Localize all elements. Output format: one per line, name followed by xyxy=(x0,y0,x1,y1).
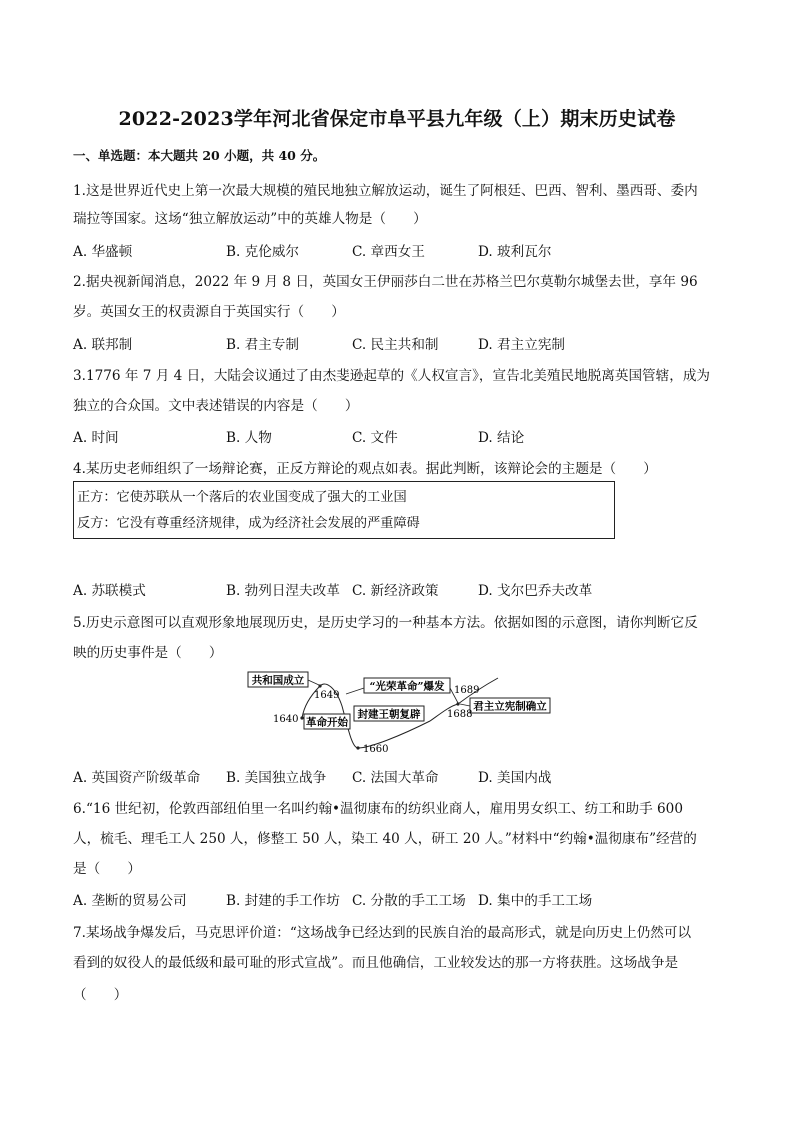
q3-option-a[interactable]: A. 时间 xyxy=(73,430,119,446)
q1-option-a[interactable]: A. 华盛顿 xyxy=(73,244,133,260)
page-title: 2022-2023学年河北省保定市阜平县九年级（上）期末历史试卷 xyxy=(118,108,676,130)
q6-option-b[interactable]: B. 封建的手工作坊 xyxy=(226,893,340,909)
q5-option-d[interactable]: D. 美国内战 xyxy=(478,770,552,786)
debate-table xyxy=(73,481,615,539)
q3-options xyxy=(73,426,524,446)
q1-line-2: 瑞拉等国家。这场“独立解放运动”中的英雄人物是（ ） xyxy=(73,211,427,227)
q2-line-1: 2.据央视新闻消息，2022 年 9 月 8 日，英国女王伊丽莎白二世在苏格兰巴尔莫勒尔城堡去世，享年 96 xyxy=(73,274,698,290)
section-heading: 一、单选题：本大题共 20 小题，共 40 分。 xyxy=(73,148,326,163)
q7-line-2: 看到的奴役人的最低级和最可耻的形式宣战”。而且他确信，工业较发达的那一方将获胜。这场战争是 xyxy=(73,955,679,971)
q7-line-3: （ ） xyxy=(73,987,128,1003)
q5-line-2: 映的历史事件是（ ） xyxy=(73,645,223,661)
year-1689: 1689 xyxy=(454,685,480,696)
q2-option-c[interactable]: C. 民主共和制 xyxy=(352,337,439,353)
q4-line-1: 4.某历史老师组织了一场辩论赛，正反方辩论的观点如表。据此判断，该辩论会的主题是（ ） xyxy=(73,461,657,477)
q5-option-c[interactable]: C. 法国大革命 xyxy=(352,770,439,786)
q5-option-b[interactable]: B. 美国独立战争 xyxy=(226,770,327,786)
label-restoration: 封建王朝复辟 xyxy=(357,708,421,721)
q1-line-1: 1.这是世界近代史上第一次最大规模的殖民地独立解放运动，诞生了阿根廷、巴西、智利、墨西哥、委内 xyxy=(73,183,698,199)
q4-option-d[interactable]: D. 戈尔巴乔夫改革 xyxy=(478,583,593,599)
year-1640: 1640 xyxy=(273,714,299,725)
q6-line-3: 是（ ） xyxy=(73,861,141,877)
q2-option-a[interactable]: A. 联邦制 xyxy=(73,337,133,353)
q7-line-1: 7.某场战争爆发后，马克思评价道：“这场战争已经达到的民族自治的最高形式，就是向历史上仍然可以 xyxy=(73,925,692,941)
q3-option-c[interactable]: C. 文件 xyxy=(352,430,398,446)
q2-options xyxy=(73,333,565,353)
year-1660: 1660 xyxy=(363,744,389,755)
q4-option-a[interactable]: A. 苏联模式 xyxy=(73,583,146,599)
q5-options xyxy=(73,766,551,786)
revolution-timeline-diagram xyxy=(240,666,560,762)
q2-option-d[interactable]: D. 君主立宪制 xyxy=(478,337,566,353)
q6-option-d[interactable]: D. 集中的手工工场 xyxy=(478,893,593,909)
q2-line-2: 岁。英国女王的权责源自于英国实行（ ） xyxy=(73,304,345,320)
label-constitutional: 君主立宪制确立 xyxy=(473,700,547,713)
q4-option-b[interactable]: B. 勃列日涅夫改革 xyxy=(226,583,340,599)
year-1649: 1649 xyxy=(314,690,340,701)
debate-pro: 正方：它使苏联从一个落后的农业国变成了强大的工业国 xyxy=(77,490,407,505)
label-republic: 共和国成立 xyxy=(251,674,305,687)
q5-option-a[interactable]: A. 英国资产阶级革命 xyxy=(73,770,201,786)
q6-options xyxy=(73,889,592,909)
q6-line-1: 6.“16 世纪初，伦敦西部纽伯里一名叫约翰•温彻康布的纺织业商人，雇用男女织工、纺工和助手 600 xyxy=(73,801,683,817)
q1-option-c[interactable]: C. 章西女王 xyxy=(352,244,425,260)
q5-line-1: 5.历史示意图可以直观形象地展现历史，是历史学习的一种基本方法。依据如图的示意图，请你判断它反 xyxy=(73,615,698,631)
q4-options xyxy=(73,579,592,599)
node-1660 xyxy=(356,746,359,749)
year-1688: 1688 xyxy=(447,709,473,720)
q6-option-a[interactable]: A. 垄断的贸易公司 xyxy=(73,893,187,909)
label-glorious: “光荣革命”爆发 xyxy=(369,680,445,693)
q1-options xyxy=(73,240,551,260)
q1-option-b[interactable]: B. 克伦威尔 xyxy=(226,244,300,260)
q1-option-d[interactable]: D. 玻利瓦尔 xyxy=(478,244,552,260)
q3-option-d[interactable]: D. 结论 xyxy=(478,430,525,446)
q4-option-c[interactable]: C. 新经济政策 xyxy=(352,583,439,599)
q6-line-2: 人，梳毛、理毛工人 250 人，修整工 50 人，染工 40 人，研工 20 人。”材料中“约翰•温彻康布”经营的 xyxy=(73,831,697,847)
q2-option-b[interactable]: B. 君主专制 xyxy=(226,337,300,353)
debate-con: 反方：它没有尊重经济规律，成为经济社会发展的严重障碍 xyxy=(77,516,420,531)
q3-line-1: 3.1776 年 7 月 4 日，大陆会议通过了由杰斐逊起草的《人权宣言》，宣告北美殖民地脱离英国管辖，成为 xyxy=(73,368,711,384)
node-1640 xyxy=(300,716,303,719)
q6-option-c[interactable]: C. 分散的手工工场 xyxy=(352,893,466,909)
label-revolution-start: 革命开始 xyxy=(306,716,348,729)
q3-line-2: 独立的合众国。文中表述错误的内容是（ ） xyxy=(73,398,359,414)
q3-option-b[interactable]: B. 人物 xyxy=(226,430,272,446)
